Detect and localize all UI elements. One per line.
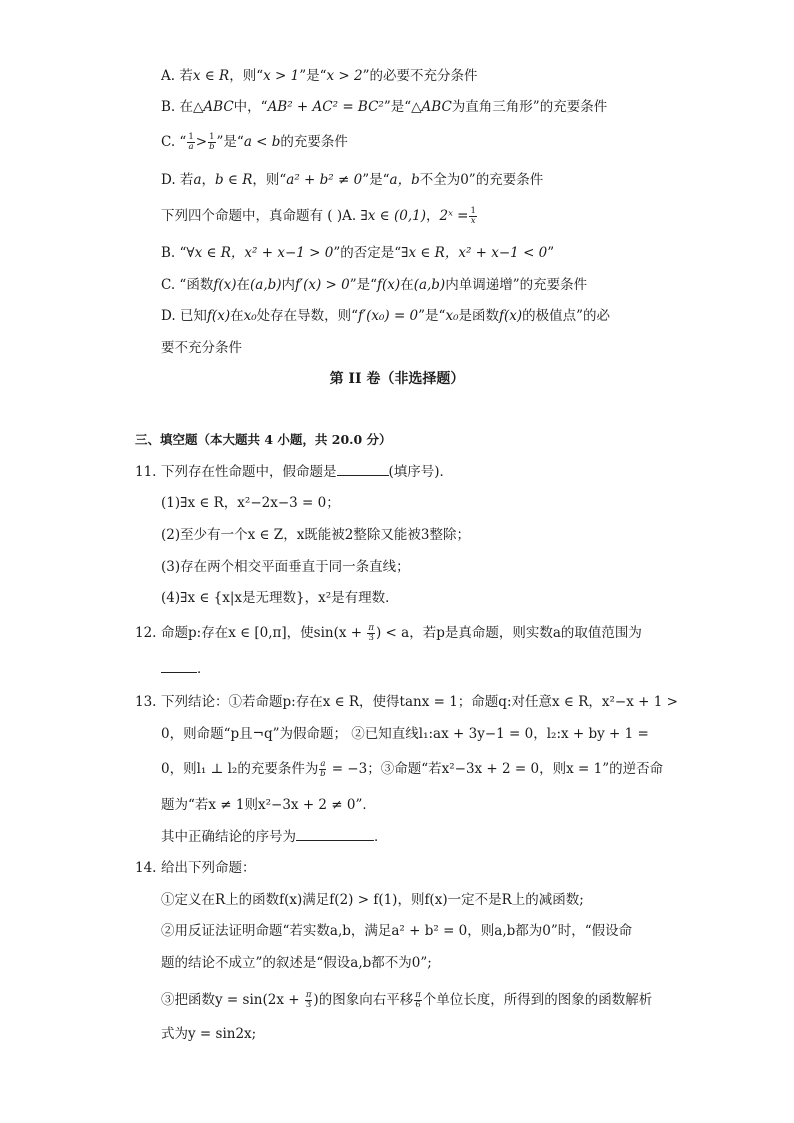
question-stem: [161, 206, 478, 226]
question-13-line: [161, 827, 388, 847]
math: x > 1: [263, 68, 300, 84]
option-D-1: [161, 170, 543, 190]
denominator: x: [470, 216, 476, 226]
fraction: [305, 991, 313, 1010]
numerator: 1: [209, 132, 215, 142]
list-item: [161, 990, 652, 1010]
question-11-stem: [161, 462, 453, 482]
denominator: b: [320, 769, 326, 779]
math: f(x): [377, 277, 401, 293]
list-item: (3)存在两个相交平面垂直于同一条直线；: [161, 559, 410, 575]
text: 在: [230, 308, 244, 324]
math: f′(x₀) = 0: [358, 308, 419, 324]
fraction: [367, 624, 375, 643]
option-B-2: [161, 243, 554, 263]
math: x ∈ R: [192, 68, 230, 84]
option-C-2: [161, 275, 587, 295]
text: ．: [197, 661, 211, 677]
question-13-line: 题为“若x ≠ 1则x²−3x + 2 ≠ 0”．: [161, 797, 376, 813]
denominator: 6: [415, 1000, 421, 1010]
text: D. 若: [161, 172, 194, 188]
math: x ∈ (0,1): [367, 208, 426, 224]
text: ，则“: [229, 68, 264, 84]
text: 命题p:存在x ∈ [0,π]，使sin(x +: [161, 625, 367, 641]
math: △ABC: [411, 99, 452, 115]
text: ”的必要不充分条件: [362, 68, 478, 84]
question-number: 11.: [135, 464, 157, 480]
math: x ∈ R，x² + x−1 < 0: [408, 245, 548, 261]
text: = −3；③命题“若x²−3x + 2 = 0，则x = 1”的逆否命: [327, 761, 664, 777]
section-heading: 三、填空题（本大题共 4 小题，共 20.0 分）: [135, 432, 392, 447]
math: AB² + AC² = BC²: [267, 99, 384, 115]
answer-blank[interactable]: [337, 463, 389, 476]
math: f(x): [498, 308, 523, 324]
text: 的极值点”的必: [522, 308, 611, 324]
numerator: π: [415, 990, 421, 1000]
numerator: 1: [188, 132, 194, 142]
fraction: [469, 207, 476, 226]
text: A. 若: [161, 68, 193, 84]
denominator: b: [209, 142, 215, 152]
text: ③把函数y = sin(2x +: [161, 992, 304, 1008]
text: ”是“: [362, 172, 390, 188]
text: ”是“: [418, 308, 446, 324]
denominator: a: [188, 142, 194, 152]
question-number: 12.: [135, 625, 157, 641]
text: 处存在导数，则“: [256, 308, 359, 324]
answer-blank[interactable]: [161, 660, 197, 673]
text: 是函数: [458, 308, 499, 324]
part-title: 第 II 卷（非选择题）: [329, 371, 465, 387]
option-D-2-continued: 要不充分条件: [161, 340, 242, 356]
text: 下列四个命题中，真命题有 ( )A. ∃: [161, 208, 368, 224]
text: ”的否定是“∃: [333, 245, 409, 261]
numerator: π: [368, 623, 374, 633]
text: ) < a，若p是真命题，则实数a的取值范围为: [375, 625, 642, 641]
math: 2ˣ =: [439, 208, 469, 224]
list-item: (2)至少有一个x ∈ Z，x既能被2整除又能被3整除；: [161, 527, 470, 543]
math: f(x): [206, 308, 231, 324]
text: ”是“: [349, 277, 378, 293]
option-A-1: [161, 66, 478, 86]
text: ，: [425, 208, 440, 224]
question-12-answer-line: [161, 659, 211, 679]
text: ，: [201, 172, 215, 188]
text: 个单位长度，所得到的图象的函数解析: [422, 992, 653, 1008]
math: △ABC: [193, 99, 234, 115]
list-item: ②用反证法证明命题“若实数a,b，满足a² + b² = 0，则a,b都为0”时，“假设命: [161, 923, 633, 939]
text: ．: [374, 829, 388, 845]
text: B. 在: [161, 99, 194, 115]
denominator: 3: [368, 633, 374, 643]
text: ”是“: [299, 68, 327, 84]
text: 内单调递增”的充要条件: [445, 277, 588, 293]
question-13-line: 0，则命题“p且¬q”为假命题； ②已知直线l₁:ax + 3y−1 = 0，l₂:x + by + 1 =: [161, 726, 649, 742]
question-14-stem: 给出下列命题：: [161, 860, 256, 876]
numerator: a: [320, 759, 326, 769]
text: ，则“: [252, 172, 287, 188]
text: (填序号)．: [388, 464, 454, 480]
option-B-1: [161, 97, 607, 117]
question-13-line: 下列结论：①若命题p:存在x ∈ R，使得tanx = 1；命题q:对任意x ∈ R，x²−x + 1 >: [161, 694, 678, 710]
text: D. 已知: [161, 308, 207, 324]
text: ”是“: [383, 99, 412, 115]
answer-blank[interactable]: [296, 828, 374, 841]
math: f′(x) > 0: [295, 277, 350, 293]
list-item: 题的结论不成立”的叙述是“假设a,b都不为0”;: [161, 955, 432, 971]
math: x₀: [445, 308, 459, 324]
text: 其中正确结论的序号为: [161, 829, 296, 845]
text: B. “∀: [161, 245, 195, 261]
text: 不全为0”的充要条件: [419, 172, 544, 188]
math: x > 2: [326, 68, 363, 84]
list-item: 式为y = sin2x;: [161, 1026, 257, 1042]
numerator: π: [305, 990, 312, 1000]
question-number: 14.: [135, 860, 157, 876]
list-item: (4)∃x ∈ {x|x是无理数}，x²是有理数．: [161, 590, 399, 606]
list-item: ①定义在R上的函数f(x)满足f(2) > f(1)，则f(x)一定不是R上的减函数;: [161, 892, 584, 908]
question-13-line: [161, 759, 663, 779]
math: x ∈ R，x² + x−1 > 0: [194, 245, 334, 261]
text: 在: [236, 277, 250, 293]
math: a，b: [389, 172, 420, 188]
math: >: [195, 134, 208, 150]
fraction: [414, 991, 422, 1010]
text: ”: [547, 245, 555, 261]
text: )的图象向右平移: [313, 992, 414, 1008]
math: f(x): [213, 277, 237, 293]
fraction: [319, 760, 326, 779]
text: 内: [281, 277, 296, 293]
text: C. “: [161, 134, 187, 150]
text: 0，则l₁ ⊥ l₂的充要条件为: [161, 761, 319, 777]
list-item: (1)∃x ∈ R，x²−2x−3 = 0；: [161, 495, 340, 511]
math: (a,b): [413, 277, 446, 293]
math: a < b: [243, 134, 281, 150]
numerator: 1: [470, 206, 476, 216]
math: a² + b² ≠ 0: [286, 172, 363, 188]
text: C. “函数: [161, 277, 214, 293]
fraction: [208, 133, 215, 152]
text: 在: [400, 277, 414, 293]
denominator: 3: [305, 1000, 312, 1010]
math: a: [193, 172, 202, 188]
fraction: [187, 133, 194, 152]
math: b ∈ R: [215, 172, 253, 188]
text: ”是“: [216, 134, 244, 150]
option-D-2: [161, 306, 610, 326]
text: 中，“: [233, 99, 268, 115]
question-12-stem: [161, 623, 642, 643]
text: 为直角三角形”的充要条件: [451, 99, 608, 115]
math: (a,b): [250, 277, 282, 293]
math: x₀: [243, 308, 257, 324]
text: 的充要条件: [280, 134, 348, 150]
option-C-1: [161, 132, 348, 152]
question-number: 13.: [135, 694, 157, 710]
text: 下列存在性命题中，假命题是: [161, 464, 337, 480]
